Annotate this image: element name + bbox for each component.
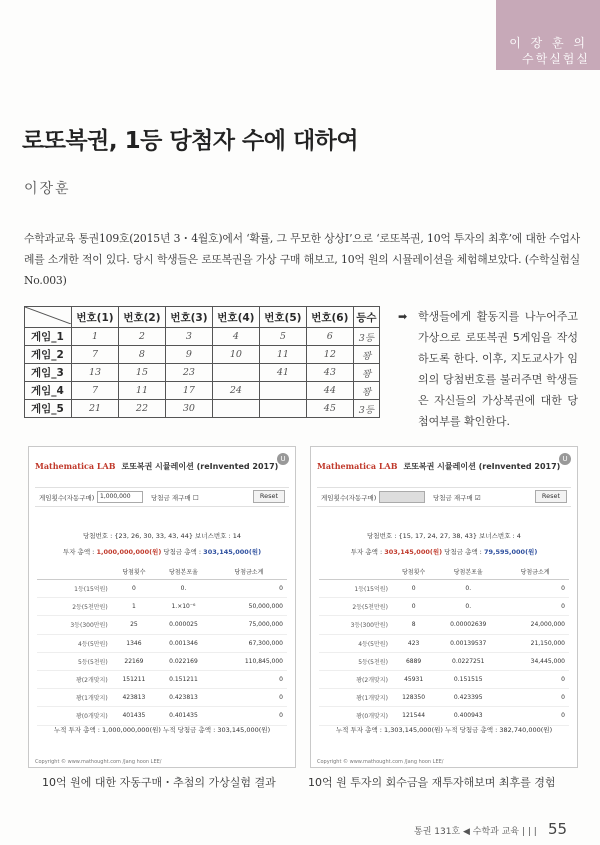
worksheet-cell: 43 bbox=[306, 364, 353, 382]
worksheet-cell: 3 bbox=[165, 328, 212, 346]
section-corner-tab bbox=[496, 0, 600, 70]
worksheet-cell: 3등 bbox=[353, 328, 379, 346]
worksheet-cell: 1 bbox=[72, 328, 119, 346]
rank-cell: 4등(5만원) bbox=[37, 634, 112, 652]
worksheet-row-label: 게임_3 bbox=[25, 364, 72, 382]
count-cell: 8 bbox=[392, 616, 435, 634]
prize-cell: 0 bbox=[211, 689, 287, 707]
count-cell: 22169 bbox=[112, 652, 156, 670]
article-title: 로또복권, 1등 당첨자 수에 대하여 bbox=[22, 128, 359, 154]
prize-cell: 0 bbox=[211, 580, 287, 598]
results-row bbox=[319, 670, 569, 688]
prize-cell: 50,000,000 bbox=[211, 598, 287, 616]
control-bar bbox=[317, 487, 571, 507]
worksheet-cell: 22 bbox=[118, 400, 165, 418]
worksheet-cell: 꽝 bbox=[353, 346, 379, 364]
intro-paragraph: 수학과교육 통권109호(2015년 3・4월호)에서 ‘확률, 그 무모한 상상Ⅰ’으로 ‘로또복권, 10억 투자의 최후’에 대한 수업사례를 소개한 적이 있다. 당시 학생들은 로또복권을 가상 구매 해보고, 10억 원의 시뮬레이션을 체험해보았다. (수학실험실 No.003) bbox=[24, 232, 580, 287]
rank-cell: 꽝(0개맞지) bbox=[319, 707, 392, 725]
prize-cell: 0 bbox=[501, 580, 569, 598]
worksheet-cell: 41 bbox=[259, 364, 306, 382]
count-cell: 0 bbox=[392, 580, 435, 598]
control-bar bbox=[35, 487, 289, 507]
article-author: 이장훈 bbox=[24, 181, 71, 197]
winning-numbers: 당첨번호 : {23, 26, 30, 33, 43, 44} 보너스번호 : 14 bbox=[82, 532, 242, 540]
results-row bbox=[37, 707, 287, 725]
count-cell: 151211 bbox=[112, 670, 156, 688]
results-row bbox=[37, 598, 287, 616]
prize-cell: 34,445,000 bbox=[501, 652, 569, 670]
worksheet-row bbox=[25, 328, 380, 346]
rank-cell: 2등(5천만원) bbox=[37, 598, 112, 616]
copyright: Copyright © www.mathought.com /Jang hoon LEE/ bbox=[35, 759, 162, 765]
prize-label: 당첨금 총액 : bbox=[442, 548, 484, 556]
worksheet-row-label: 게임_4 bbox=[25, 382, 72, 400]
worksheet-cell: 11 bbox=[118, 382, 165, 400]
invest-value: 1,000,000,000(원) bbox=[96, 548, 162, 556]
worksheet-col-header: 번호(1) bbox=[72, 307, 119, 328]
prize-label: 당첨금 총액 : bbox=[161, 548, 204, 556]
count-cell: 1346 bbox=[112, 634, 156, 652]
worksheet-cell: 7 bbox=[72, 382, 119, 400]
prize-cell: 110,845,000 bbox=[211, 652, 287, 670]
prize-cell: 21,150,000 bbox=[501, 634, 569, 652]
ratio-cell: 0. bbox=[435, 580, 501, 598]
results-header-row bbox=[37, 563, 287, 580]
prize-value: 303,145,000(원) bbox=[203, 548, 262, 556]
panel-brand: Mathematica LAB bbox=[317, 461, 398, 471]
results-row bbox=[37, 689, 287, 707]
game-count-select[interactable]: 1,000,000 bbox=[97, 491, 143, 503]
repurchase-checkbox[interactable]: 당첨금 재구매 ☑ bbox=[433, 494, 481, 502]
side-note bbox=[400, 306, 578, 432]
invest-value: 303,145,000(원) bbox=[384, 548, 443, 556]
cumulative-line: 누적 투자 총액 : 1,303,145,000(원) 누적 당첨금 총액 : 382,740,000(원) bbox=[335, 726, 553, 734]
worksheet-col-header: 번호(4) bbox=[212, 307, 259, 328]
diagonal-line bbox=[25, 307, 71, 324]
worksheet-table bbox=[24, 306, 380, 418]
results-col-header bbox=[319, 563, 392, 580]
worksheet-cell: 17 bbox=[165, 382, 212, 400]
results-row bbox=[319, 598, 569, 616]
worksheet-header-row bbox=[25, 307, 380, 328]
worksheet-cell: 10 bbox=[212, 346, 259, 364]
results-table bbox=[37, 563, 287, 726]
prize-cell: 0 bbox=[501, 670, 569, 688]
prize-cell: 75,000,000 bbox=[211, 616, 287, 634]
prize-cell: 0 bbox=[211, 670, 287, 688]
totals-line bbox=[29, 547, 295, 556]
prize-cell: 24,000,000 bbox=[501, 616, 569, 634]
rank-cell: 꽝(2개맞지) bbox=[319, 670, 392, 688]
ratio-cell: 0.401435 bbox=[156, 707, 211, 725]
ratio-cell: 0. bbox=[435, 598, 501, 616]
ratio-cell: 0.001346 bbox=[156, 634, 211, 652]
rank-cell: 꽝(1개맞지) bbox=[37, 689, 112, 707]
results-row bbox=[319, 652, 569, 670]
worksheet-cell bbox=[212, 364, 259, 382]
count-cell: 401435 bbox=[112, 707, 156, 725]
panel-name: 로또복권 시뮬레이션 (reInvented 2017) bbox=[403, 462, 561, 471]
count-cell: 423 bbox=[392, 634, 435, 652]
game-count-label: 게임횟수(자동구매) bbox=[39, 494, 95, 502]
count-cell: 45931 bbox=[392, 670, 435, 688]
winning-numbers: 당첨번호 : {15, 17, 24, 27, 38, 43} 보너스번호 : 4 bbox=[367, 532, 521, 540]
ratio-cell: 0.000025 bbox=[156, 616, 211, 634]
copyright: Copyright © www.mathought.com /Jang hoon LEE/ bbox=[317, 759, 444, 765]
ratio-cell: 1.×10⁻⁶ bbox=[156, 598, 211, 616]
rank-cell: 1등(15억원) bbox=[37, 580, 112, 598]
corner-line-2: 수학실험실 bbox=[522, 52, 590, 66]
ratio-cell: 0.0227251 bbox=[435, 652, 501, 670]
simulation-panel-2 bbox=[310, 446, 578, 768]
caption-right: 10억 원 투자의 회수금을 재투자해보며 최후를 경험 bbox=[308, 776, 556, 789]
ratio-cell: 0.022169 bbox=[156, 652, 211, 670]
worksheet-cell: 8 bbox=[118, 346, 165, 364]
game-count-select[interactable] bbox=[379, 491, 425, 503]
worksheet-cell bbox=[259, 400, 306, 418]
results-row bbox=[319, 634, 569, 652]
panel-title bbox=[35, 461, 278, 472]
worksheet-cell: 꽝 bbox=[353, 364, 379, 382]
prize-value: 79,595,000(원) bbox=[483, 548, 538, 556]
worksheet-col-header: 등수 bbox=[353, 307, 379, 328]
panel-title bbox=[317, 461, 560, 472]
count-cell: 423813 bbox=[112, 689, 156, 707]
count-cell: 1 bbox=[112, 598, 156, 616]
count-cell: 0 bbox=[112, 580, 156, 598]
footer-text: 통권 131호 ◀ 수학과 교육 | | | bbox=[414, 827, 537, 837]
corner-line-1: 이 장 훈 의 bbox=[509, 36, 588, 50]
results-col-header: 당첨횟수 bbox=[392, 563, 435, 580]
cumulative-line: 누적 투자 총액 : 1,000,000,000(원) 누적 당첨금 총액 : 303,145,000(원) bbox=[53, 726, 271, 734]
worksheet-cell: 23 bbox=[165, 364, 212, 382]
panel-name: 로또복권 시뮬레이션 (reInvented 2017) bbox=[121, 462, 279, 471]
totals-line bbox=[311, 547, 577, 556]
prize-cell: 67,300,000 bbox=[211, 634, 287, 652]
results-header-row bbox=[319, 563, 569, 580]
worksheet-cell: 6 bbox=[306, 328, 353, 346]
ratio-cell: 0.400943 bbox=[435, 707, 501, 725]
ratio-cell: 0. bbox=[156, 580, 211, 598]
worksheet-col-header: 번호(3) bbox=[165, 307, 212, 328]
results-row bbox=[319, 707, 569, 725]
results-col-header bbox=[37, 563, 112, 580]
worksheet-row bbox=[25, 382, 380, 400]
prize-cell: 0 bbox=[501, 707, 569, 725]
ratio-cell: 0.423395 bbox=[435, 689, 501, 707]
worksheet-col-header: 번호(6) bbox=[306, 307, 353, 328]
rank-cell: 꽝(2개맞지) bbox=[37, 670, 112, 688]
worksheet-cell: 4 bbox=[212, 328, 259, 346]
rank-cell: 5등(5천원) bbox=[319, 652, 392, 670]
worksheet-cell bbox=[259, 382, 306, 400]
rank-cell: 3등(300만원) bbox=[37, 616, 112, 634]
rank-cell: 1등(15억원) bbox=[319, 580, 392, 598]
count-cell: 25 bbox=[112, 616, 156, 634]
worksheet-cell: 44 bbox=[306, 382, 353, 400]
worksheet-row bbox=[25, 364, 380, 382]
user-icon[interactable]: U bbox=[559, 453, 571, 465]
worksheet-row-label: 게임_2 bbox=[25, 346, 72, 364]
panel-brand: Mathematica LAB bbox=[35, 461, 116, 471]
worksheet-row-label: 게임_5 bbox=[25, 400, 72, 418]
side-note-text: 학생들에게 활동지를 나누어주고 가상으로 로또복권 5게임을 작성하도록 한다. 이후, 지도교사가 임의의 당첨번호를 불러주면 학생들은 자신들의 가상복권에 대한 당첨여부를 확인한다. bbox=[418, 310, 578, 428]
arrow-right-icon: ➡ bbox=[398, 310, 408, 323]
worksheet-cell: 30 bbox=[165, 400, 212, 418]
worksheet-row bbox=[25, 346, 380, 364]
results-row bbox=[37, 616, 287, 634]
results-row bbox=[37, 670, 287, 688]
results-row bbox=[37, 634, 287, 652]
worksheet-cell: 5 bbox=[259, 328, 306, 346]
results-row bbox=[37, 652, 287, 670]
results-col-header: 당첨횟수 bbox=[112, 563, 156, 580]
ratio-cell: 0.423813 bbox=[156, 689, 211, 707]
page-number: 55 bbox=[548, 820, 568, 838]
worksheet-corner-cell bbox=[25, 307, 72, 328]
worksheet-cell bbox=[212, 400, 259, 418]
results-row bbox=[319, 616, 569, 634]
worksheet-cell: 꽝 bbox=[353, 382, 379, 400]
rank-cell: 4등(5만원) bbox=[319, 634, 392, 652]
results-row bbox=[37, 580, 287, 598]
worksheet-row-label: 게임_1 bbox=[25, 328, 72, 346]
count-cell: 6889 bbox=[392, 652, 435, 670]
game-count-label: 게임횟수(자동구매) bbox=[321, 494, 377, 502]
worksheet-cell: 12 bbox=[306, 346, 353, 364]
ratio-cell: 0.151211 bbox=[156, 670, 211, 688]
worksheet-cell: 7 bbox=[72, 346, 119, 364]
rank-cell: 3등(300만원) bbox=[319, 616, 392, 634]
rank-cell: 2등(5천만원) bbox=[319, 598, 392, 616]
worksheet-cell: 3등 bbox=[353, 400, 379, 418]
worksheet-cell: 15 bbox=[118, 364, 165, 382]
rank-cell: 꽝(0개맞지) bbox=[37, 707, 112, 725]
results-col-header: 당첨본포율 bbox=[156, 563, 211, 580]
worksheet-cell: 11 bbox=[259, 346, 306, 364]
repurchase-checkbox[interactable]: 당첨금 재구매 ☐ bbox=[151, 494, 199, 502]
reset-button[interactable]: Reset bbox=[253, 490, 285, 503]
results-row bbox=[319, 689, 569, 707]
worksheet-cell: 9 bbox=[165, 346, 212, 364]
count-cell: 0 bbox=[392, 598, 435, 616]
worksheet-col-header: 번호(2) bbox=[118, 307, 165, 328]
prize-cell: 0 bbox=[211, 707, 287, 725]
prize-cell: 0 bbox=[501, 598, 569, 616]
results-table bbox=[319, 563, 569, 726]
ratio-cell: 0.00002639 bbox=[435, 616, 501, 634]
ratio-cell: 0.00139537 bbox=[435, 634, 501, 652]
invest-label: 투자 총액 : bbox=[62, 548, 97, 556]
worksheet-cell: 24 bbox=[212, 382, 259, 400]
count-cell: 128350 bbox=[392, 689, 435, 707]
worksheet-cell: 21 bbox=[72, 400, 119, 418]
results-col-header: 당첨금소계 bbox=[501, 563, 569, 580]
results-row bbox=[319, 580, 569, 598]
worksheet-col-header: 번호(5) bbox=[259, 307, 306, 328]
results-col-header: 당첨금소계 bbox=[211, 563, 287, 580]
ratio-cell: 0.151515 bbox=[435, 670, 501, 688]
caption-left: 10억 원에 대한 자동구매・추첨의 가상실험 결과 bbox=[42, 776, 276, 789]
user-icon[interactable]: U bbox=[277, 453, 289, 465]
simulation-panel-1 bbox=[28, 446, 296, 768]
invest-label: 투자 총액 : bbox=[350, 548, 385, 556]
worksheet-cell: 45 bbox=[306, 400, 353, 418]
count-cell: 121544 bbox=[392, 707, 435, 725]
rank-cell: 5등(5천원) bbox=[37, 652, 112, 670]
worksheet-cell: 13 bbox=[72, 364, 119, 382]
results-col-header: 당첨본포율 bbox=[435, 563, 501, 580]
worksheet-row bbox=[25, 400, 380, 418]
rank-cell: 꽝(1개맞지) bbox=[319, 689, 392, 707]
prize-cell: 0 bbox=[501, 689, 569, 707]
worksheet-cell: 2 bbox=[118, 328, 165, 346]
reset-button[interactable]: Reset bbox=[535, 490, 567, 503]
